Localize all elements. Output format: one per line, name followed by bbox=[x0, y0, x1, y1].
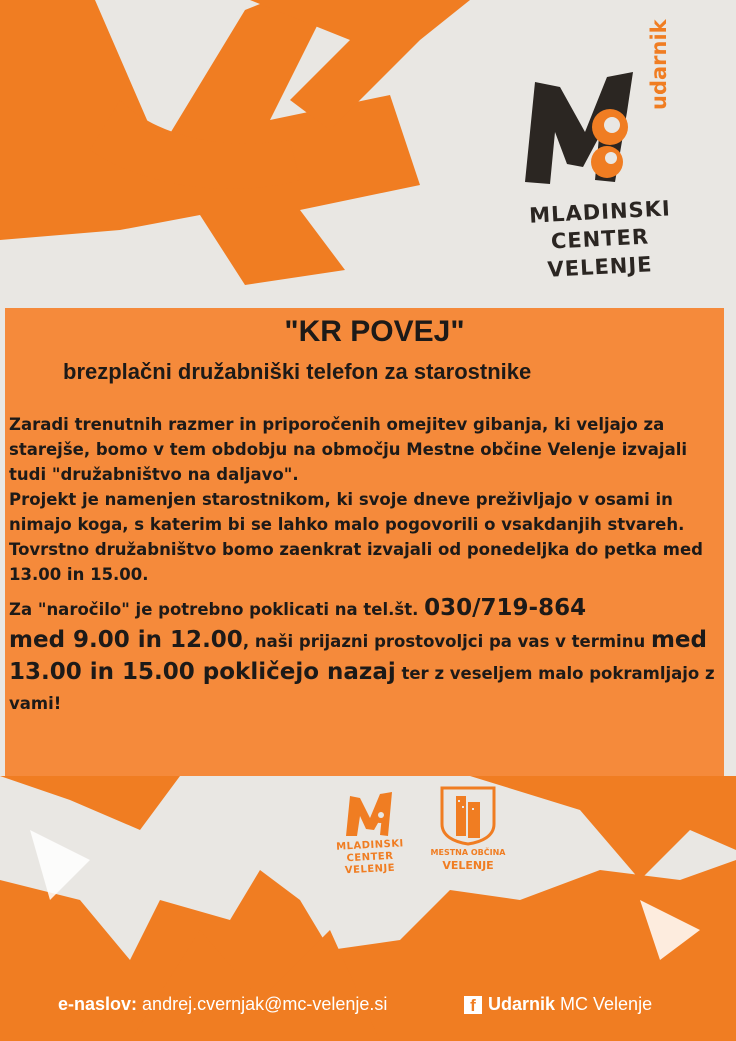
paragraph-schedule: Tovrstno družabništvo bomo zaenkrat izvajali od ponedeljka do petka med 13.00 in 15.00. bbox=[9, 540, 703, 584]
obcina-line-1: MESTNA OBČINA bbox=[430, 848, 506, 857]
logo-line-1: MLADINSKI bbox=[528, 196, 672, 228]
callback-time: med 13.00 in 15.00 pokličejo nazaj bbox=[9, 627, 707, 685]
notice-panel bbox=[5, 308, 724, 776]
facebook-icon: f bbox=[464, 996, 482, 1014]
email-label: e-naslov: bbox=[58, 994, 138, 1014]
paragraph-contact bbox=[9, 593, 721, 719]
footer-email bbox=[58, 994, 387, 1015]
mc-small-line-1: MLADINSKI bbox=[335, 838, 405, 853]
obcina-crest-icon bbox=[428, 786, 508, 846]
paragraph-project: Projekt je namenjen starostnikom, ki svoje dneve preživljajo v osami in nimajo koga, s katerim bi se lahko malo pogovorili o vsakdanjih stvareh. bbox=[9, 490, 685, 534]
mc-small-logo bbox=[330, 788, 410, 888]
mc-small-logo-icon bbox=[330, 788, 410, 840]
email-link[interactable]: andrej.cvernjak@mc-velenje.si bbox=[142, 994, 388, 1014]
notice-subtitle: brezplačni družabniški telefon za starostnike bbox=[63, 359, 532, 384]
contact-text-a: Za "naročilo" je potrebno poklicati na tel.št. bbox=[9, 600, 425, 619]
logo-line-2: CENTER bbox=[550, 224, 650, 254]
contact-text-c: ter z veseljem malo pokramljajo z vami! bbox=[9, 664, 715, 713]
phone-number[interactable]: 030/719-864 bbox=[424, 595, 587, 621]
notice-body bbox=[9, 412, 721, 719]
obcina-logo bbox=[428, 786, 508, 886]
contact-text-b: , naši prijazni prostovoljci pa vas v terminu bbox=[242, 632, 651, 651]
mc-logo-icon bbox=[515, 52, 665, 202]
mc-logo bbox=[515, 19, 685, 282]
call-time: med 9.00 in 12.00 bbox=[9, 627, 243, 653]
obcina-line-2: VELENJE bbox=[442, 859, 494, 872]
facebook-name-rest: MC Velenje bbox=[560, 994, 653, 1014]
facebook-name-bold: Udarnik bbox=[488, 994, 556, 1014]
footer-facebook[interactable] bbox=[464, 994, 652, 1015]
notice-title: "KR POVEJ" bbox=[284, 315, 465, 348]
udarnik-label: udarnik bbox=[647, 19, 671, 110]
paragraph-situation: Zaradi trenutnih razmer in priporočenih omejitev gibanja, ki veljajo za starejše, bomo v tem obdobju na območju Mestne občine Velenje izvajali tudi "družabništvo na daljavo". bbox=[9, 415, 688, 484]
logo-line-3: VELENJE bbox=[546, 252, 654, 282]
mc-small-line-3: VELENJE bbox=[344, 862, 396, 877]
mc-small-line-2: CENTER bbox=[346, 850, 394, 865]
